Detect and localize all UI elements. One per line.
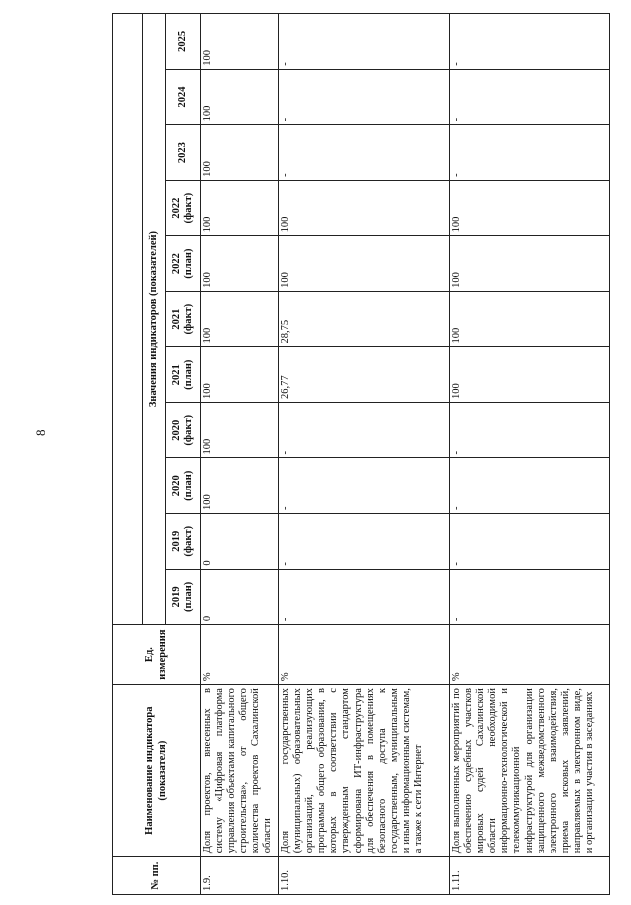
header-year: 2022 (факт) xyxy=(166,180,201,236)
header-year: 2021 (план) xyxy=(166,347,201,403)
row-value: - xyxy=(279,402,450,458)
row-unit: % xyxy=(450,625,610,685)
row-value: 100 xyxy=(201,69,279,125)
row-name: Доля выполненных мероприятий по обеспечению судебных участков мировых судей Сахалинской области необходимой информационно-технологической и телекоммуникационной инфраструктурой для организации защищенного межведомственного электронного взаимодействия, приема исковых заявлений, направляемых в электронном виде, и организации участия в заседаниях xyxy=(450,685,610,857)
row-value: 100 xyxy=(201,291,279,347)
row-value: 0 xyxy=(201,569,279,625)
row-value: 100 xyxy=(201,347,279,403)
row-name: Доля государственных (муниципальных) образовательных организаций, реализующих программы общего образования, в которых в соответствии с утвержденным стандартом сформирована ИТ-инфраструктура для обеспечения в помещениях безопасного доступа к государственным, муниципальным и иным информационным системам, а также к сети Интернет xyxy=(279,685,450,857)
row-value: - xyxy=(279,69,450,125)
row-value: - xyxy=(450,125,610,181)
row-value: 28,75 xyxy=(279,291,450,347)
header-spacer xyxy=(113,14,143,625)
row-value: 100 xyxy=(201,402,279,458)
row-value: 100 xyxy=(450,236,610,292)
row-value: - xyxy=(450,14,610,70)
page-number: 8 xyxy=(33,429,48,436)
row-value: 100 xyxy=(201,14,279,70)
header-year: 2024 xyxy=(166,69,201,125)
header-year: 2023 xyxy=(166,125,201,181)
header-year: 2019 (план) xyxy=(166,569,201,625)
row-value: - xyxy=(450,569,610,625)
row-value: 100 xyxy=(201,125,279,181)
row-num: 1.9. xyxy=(201,857,279,895)
header-name: Наименование индикатора (показателя) xyxy=(113,685,201,857)
row-value: 26,77 xyxy=(279,347,450,403)
row-value: 100 xyxy=(201,236,279,292)
row-value: - xyxy=(450,69,610,125)
table-row xyxy=(201,14,279,895)
row-value: 100 xyxy=(450,347,610,403)
row-value: - xyxy=(450,402,610,458)
row-unit: % xyxy=(279,625,450,685)
row-num: 1.11. xyxy=(450,857,610,895)
row-name: Доля проектов, внесенных в систему «Цифровая платформа управления объектами капитального строительства», от общего количества проектов Сахалинской области xyxy=(201,685,279,857)
header-group: Значения индикаторов (показателей) xyxy=(143,14,166,625)
header-year: 2020 (факт) xyxy=(166,402,201,458)
row-value: - xyxy=(279,514,450,570)
header-year: 2021 (факт) xyxy=(166,291,201,347)
table-header-row xyxy=(113,14,143,895)
row-value: 100 xyxy=(279,236,450,292)
row-value: 100 xyxy=(450,291,610,347)
header-year: 2019 (факт) xyxy=(166,514,201,570)
row-value: 0 xyxy=(201,514,279,570)
header-year: 2022 (план) xyxy=(166,236,201,292)
table-row xyxy=(450,14,610,895)
row-value: - xyxy=(279,569,450,625)
row-value: - xyxy=(279,14,450,70)
row-value: - xyxy=(279,458,450,514)
row-value: 100 xyxy=(201,180,279,236)
indicators-table xyxy=(112,13,610,895)
table-row xyxy=(279,14,450,895)
row-value: - xyxy=(450,514,610,570)
row-value: - xyxy=(450,458,610,514)
row-value: 100 xyxy=(201,458,279,514)
header-unit: Ед. измерения xyxy=(113,625,201,685)
row-num: 1.10. xyxy=(279,857,450,895)
row-value: 100 xyxy=(279,180,450,236)
row-value: 100 xyxy=(450,180,610,236)
header-year: 2025 xyxy=(166,14,201,70)
row-unit: % xyxy=(201,625,279,685)
header-year: 2020 (план) xyxy=(166,458,201,514)
row-value: - xyxy=(279,125,450,181)
header-num: № пп. xyxy=(113,857,201,895)
